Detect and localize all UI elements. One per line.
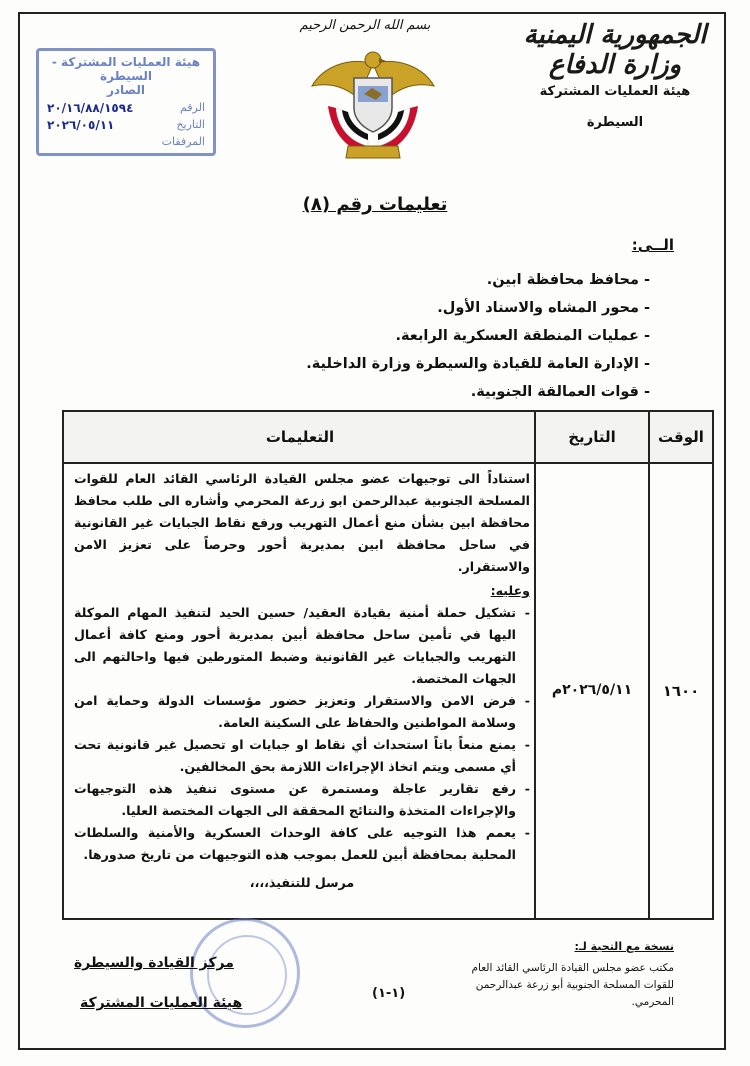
instruction-item: - رفع تقارير عاجلة ومستمرة عن مستوى تنفيذ هذه التوجيهات والإجراءات المتخذة والنتائج المحققة الى الجهات المختصة العليا. [74,778,530,822]
stamp-date-value: ٢٠٢٦/٠٥/١١ [47,118,115,132]
row-time: ١٦٠٠ [662,682,700,700]
row-date: ٢٠٢٦/٥/١١م [551,682,633,698]
recipients-list [230,266,650,406]
instructions-intro: استناداً الى توجيهات عضو مجلس القيادة الرئاسي القائد العام للقوات المسلحة الجنوبية عبدالرحمن ابو زرعة المحرمي وأشاره الى طلب محافظ محافظة ابين بشأن منع أعمال التهريب ورفع نقاط الجبايات غير القانونية في ساحل محافظة ابين بمديرية أحور وحرصاً على تعزيز الامن والاستقرار. [74,471,530,574]
ministry-name: وزارة الدفاع [548,50,682,80]
row-instructions [74,468,530,894]
copy-to-label: نسخة مع التحية لـ: [574,940,674,953]
signature-line-1: مركز القيادة والسيطرة [74,955,234,971]
copy-to-text: مكتب عضو مجلس القيادة الرئاسي القائد العام للقوات المسلحة الجنوبية أبو زرعة عبدالرحمن المحرمي. [471,962,674,1008]
official-seal-icon [190,918,300,1028]
instructions-closing: مرسل للتنفيذ،،،، [249,875,355,890]
eagle-emblem-icon [308,46,438,162]
authority-name: هيئة العمليات المشتركة [539,84,691,99]
column-divider [648,412,650,918]
stamp-date-row [47,118,205,132]
recipient-item: - محافظ محافظة ابين. [230,266,650,294]
stamp-number-label: الرقم [179,101,205,114]
header-time: الوقت [658,428,704,446]
instruction-item: - فرض الامن والاستقرار وتعزيز حضور مؤسسات الدولة وحماية امن وسلامة المواطنين والحفاظ على السكينة العامة. [74,690,530,734]
stamp-date-label: التاريخ [176,118,205,131]
recipient-item: - محور المشاه والاسناد الأول. [230,294,650,322]
recipient-item: - عمليات المنطقة العسكرية الرابعة. [230,322,650,350]
stamp-number-value: ٢٠/١٦/٨٨/١٥٩٤ [47,101,134,115]
table-header-row [64,412,712,464]
page-number: (١-١) [372,986,406,1001]
republic-name: الجمهورية اليمنية [523,20,707,50]
department-name: السيطرة [586,115,644,130]
instruction-item: - يمنع منعاً باتاً استحداث أي نقاط او جبايات او تحصيل غير قانونية تحت أي مسمى ويتم اتخاذ الإجراءات اللازمة بحق المخالفين. [74,734,530,778]
registry-stamp [36,48,216,156]
header-date: التاريخ [568,428,616,446]
basmala: بسم الله الرحمن الرحيم [299,18,431,33]
stamp-attachments-row [47,135,205,148]
instructions-table [62,410,714,920]
recipient-item: - الإدارة العامة للقيادة والسيطرة وزارة الداخلية. [230,350,650,378]
instruction-item: - يعمم هذا التوجيه على كافة الوحدات العسكرية والأمنية والسلطات المحلية بمحافظة أبين للعمل بموجب هذه التوجيهات من تاريخ صدورها. [74,822,530,866]
signature-line-2: هيئة العمليات المشتركة [80,995,243,1011]
header-instructions: التعليمات [265,428,335,446]
column-divider [534,412,536,918]
stamp-title: هيئة العمليات المشتركة - السيطرة [51,55,201,83]
instruction-item: - تشكيل حملة أمنية بقيادة العقيد/ حسين الحيد لتنفيذ المهام الموكلة اليها في تأمين ساحل محافظة أبين بمديرية أحور ومنع كافة أعمال التهريب والجبايات غير القانونية وضبط المتورطين فيها واحالتهم الى الجهات المختصة. [74,602,530,690]
instructions-lead: وعليه: [490,583,530,598]
stamp-subtitle: الصادر [106,83,145,97]
document-title: تعليمات رقم (٨) [302,194,448,215]
stamp-number-row [47,101,205,115]
to-label: الــى: [631,236,674,254]
instructions-list [74,602,530,866]
recipient-item: - قوات العمالقة الجنوبية. [230,378,650,406]
stamp-attachments-label: المرفقات [161,135,205,148]
letterhead [520,20,710,130]
